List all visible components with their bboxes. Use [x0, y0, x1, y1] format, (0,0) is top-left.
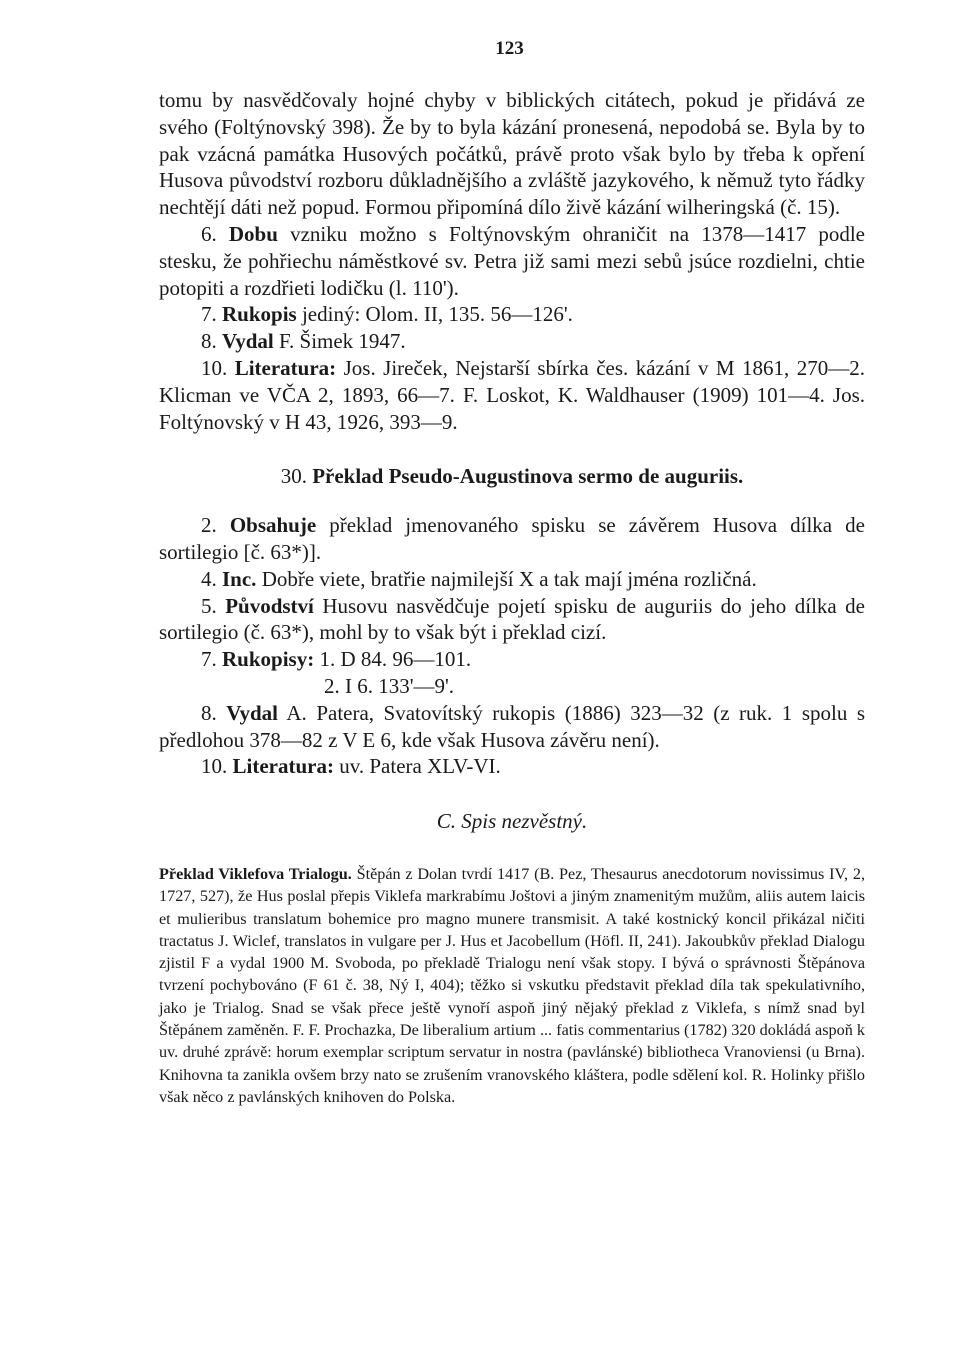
- item-10-literatura: 10. Literatura: Jos. Jireček, Nejstarší sbírka čes. kázání v M 1861, 270—2. Klicman ve VČA 2, 1893, 66—7. F. Loskot, K. Waldhauser (1909) 101—4. Jos. Foltýnovský v H 43, 1926, 393—9.: [159, 355, 865, 434]
- intro-paragraph: tomu by nasvědčovaly hojné chyby v biblických citátech, pokud je přidává ze svého (Foltýnovský 398). Že by to byla kázání pronesená, nepodobá se. Byla by to pak vzácná památka Husových počátků, právě proto však bylo by třeba k opření Husova původství rozboru důkladnějšího a zvláště jazykového, k němuž tyto řádky nechtějí dáti než popud. Formou připomíná dílo živě kázání wilheringská (č. 15).: [159, 88, 865, 220]
- item-4-inc: 4. Inc. Dobře viete, bratřie najmilejší X a tak mají jména rozličná.: [201, 566, 757, 591]
- body-text: [159, 87, 865, 1108]
- item-6-dobu: 6. Dobu vzniku možno s Foltýnovským ohraničit na 1378—1417 podle stesku, že pohřiechu náměstkové sv. Petra již sami mezi sebů jsúce rozdielni, chtie potopiti a rozdřieti lodičku (l. 110').: [159, 221, 865, 300]
- item-2-obsahuje: 2. Obsahuje překlad jmenovaného spisku se závěrem Husova dílka de sortilegio [č. 63*)].: [159, 513, 866, 564]
- footnote-paragraph: [159, 863, 865, 1108]
- footnote-text: Štěpán z Dolan tvrdí 1417 (B. Pez, Thesaurus anecdotorum novissimus IV, 2, 1727, 527), že Hus poslal přepis Viklefa markrabímu Joštovi a jiným znamenitým mužům, aliis autem laicis et mulieribus translatum bohemice pro magno munere transmisit. A také kostnický koncil přikázal ničiti tractatus J. Wiclef, translatos in vulgare per J. Hus et Jacobellum (Höfl. II, 241). Jakoubkův překlad Dialogu zjistil F a vydal 1900 M. Svoboda, po překladě Trialogu není však stopy. I bývá o správnosti Štěpánova tvrzení pochybováno (F 61 č. 38, Ný I, 404); těžko si vskutku představit překlad díla tak spekulativního, jako je Trialog. Snad se však přece ještě vynoří aspoň jiný nějaký překlad z Viklefa, s nímž snad byl Štěpánem zaměněn. F. F. Prochazka, De liberalium artium ... fatis commentarius (1782) 320 dokládá aspoň k uv. druhé zprávě: horum exemplar scriptum servatur in nostra (pavlánské) bibliotheca Vranoviensi (u Brna). Knihovna ta zanikla ovšem brzy nato se zrušením vranovského kláštera, podle sdělení kol. R. Holinky přišlo však něco z pavlánských knihoven do Polska.: [159, 864, 865, 1106]
- page-number: 123: [495, 38, 524, 59]
- section-c-title: C. Spis nezvěstný.: [436, 809, 588, 834]
- footnote-heading: Překlad Viklefova Trialogu.: [159, 864, 352, 883]
- item-7-rukopis: 7. Rukopis jediný: Olom. II, 135. 56—126'.: [201, 302, 573, 327]
- rukopisy-second-line: 2. I 6. 133'—9'.: [324, 673, 455, 698]
- section-30-title: 30. Překlad Pseudo-Augustinova sermo de auguriis.: [280, 464, 744, 489]
- item-8-vydal-patera: 8. Vydal A. Patera, Svatovítský rukopis (1886) 323—32 (z ruk. 1 spolu s předlohou 378—82 z V E 6, kde však Husova závěru není).: [159, 700, 866, 752]
- item-8-vydal: 8. Vydal F. Šimek 1947.: [201, 329, 406, 354]
- item-5-puvodstvi: 5. Původství Husovu nasvědčuje pojetí spisku de auguriis do jeho dílka de sortilegio (č. 63*), mohl by to však být i překlad cizí.: [159, 593, 865, 645]
- item-10-literatura-patera: 10. Literatura: uv. Patera XLV-VI.: [201, 754, 501, 779]
- item-7-rukopisy: 7. Rukopisy: 1. D 84. 96—101.: [201, 647, 472, 672]
